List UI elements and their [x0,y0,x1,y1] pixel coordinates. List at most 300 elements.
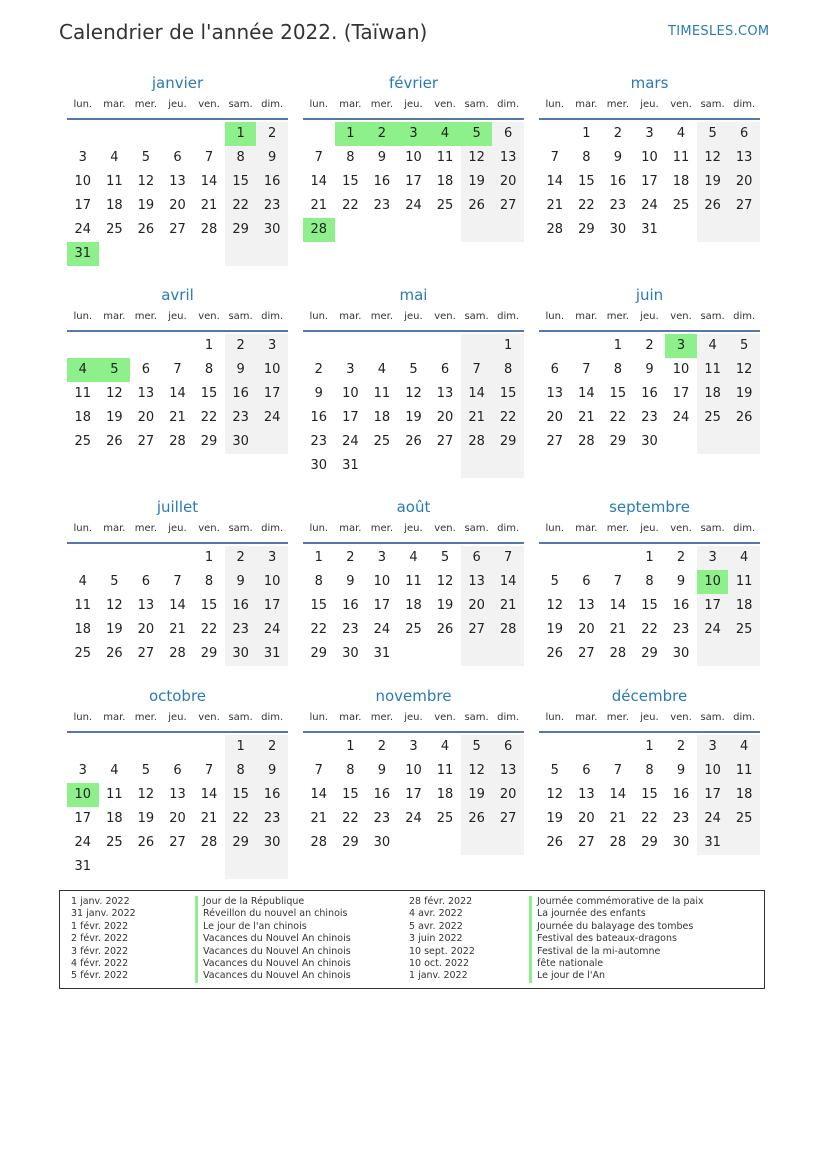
day-cell: 24 [342,434,359,449]
weekday-label: mar. [575,523,598,534]
month-name: juillet [156,498,199,516]
day-cell: 29 [200,434,218,449]
weekday-label: sam. [228,99,253,110]
day-cell: 22 [641,622,658,637]
legend-date: 2 févr. 2022 [71,933,129,945]
empty-cell [602,546,634,570]
day-cell: 27 [169,835,186,850]
day-cell: 16 [641,386,658,401]
empty-cell [225,242,257,266]
day-cell: 10 [67,783,99,807]
empty-cell [335,334,367,358]
day-cell: 8 [645,574,654,589]
day-cell: 30 [256,831,288,855]
empty-cell [429,454,461,478]
day-cell: 10 [697,570,729,594]
day-cell: 30 [225,430,257,454]
empty-cell [492,831,524,855]
day-cell: 5 [728,334,760,358]
empty-cell [67,334,99,358]
weekday-label: ven. [670,99,692,110]
day-cell: 17 [256,594,288,618]
day-cell: 3 [398,122,430,146]
weekday-label: dim. [733,311,756,322]
day-cell: 2 [256,735,288,759]
weekday-label: dim. [497,99,520,110]
month-name: octobre [148,687,207,705]
day-cell: 24 [672,410,690,425]
day-cell: 8 [225,146,257,170]
day-cell: 4 [377,362,387,377]
day-cell: 10 [373,574,391,589]
empty-cell [697,642,729,666]
month-name: septembre [609,498,690,516]
weekday-label: ven. [198,523,220,534]
day-cell: 23 [672,811,690,826]
day-cell: 31 [641,222,658,237]
weekday-label: lun. [309,712,329,723]
day-cell: 26 [106,646,123,661]
day-cell: 8 [346,150,355,165]
month-name: février [388,74,439,92]
day-cell: 5 [440,550,450,565]
weekday-label: mer. [370,712,394,723]
day-cell: 6 [141,574,151,589]
day-cell: 26 [436,622,454,637]
day-cell: 24 [697,807,729,831]
weekday-label: mer. [134,311,158,322]
empty-cell [67,122,99,146]
day-cell: 9 [377,150,387,165]
day-cell: 1 [346,739,355,754]
day-cell: 11 [728,759,760,783]
weekday-label: ven. [434,523,456,534]
day-grid [539,735,760,855]
empty-cell [99,242,131,266]
day-cell: 8 [582,150,591,165]
day-cell: 22 [342,811,359,826]
day-cell: 11 [106,787,123,802]
empty-cell [225,855,257,879]
day-cell: 30 [609,222,627,237]
weekday-label: jeu. [168,99,187,110]
day-cell: 16 [672,787,690,802]
day-cell: 11 [106,174,123,189]
day-cell: 8 [204,574,214,589]
day-cell: 21 [310,811,328,826]
empty-cell [130,242,162,266]
weekday-header [303,709,524,733]
weekday-label: lun. [309,523,329,534]
weekday-label: dim. [497,311,520,322]
day-cell: 12 [697,146,729,170]
day-cell: 19 [436,598,454,613]
weekday-label: mer. [606,523,630,534]
empty-cell [130,334,162,358]
day-cell: 11 [697,358,729,382]
weekday-label: sam. [700,311,725,322]
legend-date: 1 janv. 2022 [71,896,130,907]
day-cell: 21 [200,198,218,213]
day-cell: 9 [645,362,654,377]
empty-cell [303,122,335,146]
weekday-label: ven. [670,523,692,534]
weekday-label: ven. [198,712,220,723]
empty-cell [492,218,524,242]
day-cell: 19 [461,783,493,807]
day-cell: 31 [256,642,288,666]
weekday-label: mar. [103,523,126,534]
day-cell: 1 [225,735,257,759]
empty-cell [602,735,634,759]
day-cell: 4 [78,574,87,589]
day-cell: 18 [728,783,760,807]
day-grid [67,334,288,454]
empty-cell [162,242,194,266]
day-cell: 27 [436,434,454,449]
day-cell: 21 [609,622,627,637]
empty-cell [67,735,99,759]
weekday-label: sam. [228,523,253,534]
day-cell: 25 [697,406,729,430]
day-cell: 20 [578,622,595,637]
day-cell: 6 [550,362,559,377]
day-cell: 12 [405,386,422,401]
weekday-header [303,96,524,120]
legend-holiday-name: Vacances du Nouvel An chinois [195,933,351,945]
weekday-label: mar. [103,99,126,110]
empty-cell [366,454,398,478]
day-cell: 30 [310,458,328,473]
day-cell: 9 [676,763,686,778]
day-cell: 6 [582,763,591,778]
day-cell: 28 [200,222,218,237]
day-cell: 15 [578,174,595,189]
weekday-label: sam. [700,99,725,110]
empty-cell [256,855,288,879]
day-cell: 5 [409,362,418,377]
weekday-label: dim. [497,523,520,534]
day-cell: 21 [461,406,493,430]
day-cell: 14 [609,598,627,613]
empty-cell [539,334,571,358]
weekday-label: mer. [134,523,158,534]
day-cell: 3 [78,763,87,778]
day-cell: 5 [141,763,151,778]
empty-cell [162,855,194,879]
empty-cell [99,735,131,759]
day-cell: 17 [342,410,359,425]
weekday-label: sam. [464,99,489,110]
day-cell: 27 [137,646,155,661]
weekday-label: dim. [261,523,284,534]
day-cell: 7 [492,546,524,570]
weekday-label: jeu. [168,712,187,723]
weekday-label: ven. [198,311,220,322]
day-cell: 29 [641,835,658,850]
day-cell: 5 [550,574,559,589]
day-cell: 16 [373,174,391,189]
empty-cell [665,430,697,454]
day-cell: 26 [137,222,155,237]
day-cell: 9 [676,574,686,589]
day-cell: 8 [492,358,524,382]
day-cell: 28 [492,618,524,642]
empty-cell [571,334,603,358]
month-name: juin [635,286,664,304]
weekday-header [539,96,760,120]
day-cell: 27 [137,434,155,449]
day-cell: 18 [106,811,123,826]
day-cell: 19 [546,811,564,826]
day-cell: 14 [169,386,186,401]
day-cell: 26 [546,835,564,850]
day-cell: 14 [310,174,328,189]
weekday-header [67,96,288,120]
day-cell: 21 [169,410,186,425]
empty-cell [539,546,571,570]
day-cell: 10 [672,362,690,377]
day-cell: 2 [676,550,686,565]
day-cell: 16 [310,410,328,425]
day-cell: 27 [492,807,524,831]
day-cell: 5 [99,358,131,382]
day-cell: 20 [546,410,564,425]
day-grid [539,122,760,242]
day-cell: 11 [405,574,422,589]
day-cell: 16 [342,598,359,613]
empty-cell [539,122,571,146]
empty-cell [398,218,430,242]
weekday-header [303,308,524,332]
day-cell: 14 [461,382,493,406]
empty-cell [398,334,430,358]
day-cell: 3 [665,334,697,358]
weekday-label: jeu. [404,712,423,723]
day-grid [303,546,524,666]
day-cell: 29 [578,222,595,237]
empty-cell [99,334,131,358]
empty-cell [130,735,162,759]
day-cell: 11 [436,150,454,165]
legend-holiday-name: Festival des bateaux-dragons [529,933,677,945]
day-cell: 18 [728,594,760,618]
weekday-label: jeu. [404,99,423,110]
weekday-label: ven. [434,99,456,110]
day-cell: 4 [110,763,119,778]
day-cell: 27 [578,835,595,850]
empty-cell [67,546,99,570]
day-cell: 11 [728,570,760,594]
day-cell: 24 [697,618,729,642]
day-cell: 17 [672,386,690,401]
day-cell: 18 [405,598,422,613]
day-cell: 23 [672,622,690,637]
weekday-label: lun. [73,523,93,534]
day-grid [303,334,524,478]
day-cell: 4 [429,122,461,146]
day-cell: 25 [728,618,760,642]
day-cell: 24 [373,622,391,637]
legend-holiday-name: Jour de la République [195,896,304,908]
day-cell: 4 [67,358,99,382]
day-cell: 24 [74,835,92,850]
day-grid [67,122,288,266]
empty-cell [492,454,524,478]
day-cell: 21 [169,622,186,637]
day-cell: 1 [613,338,623,353]
day-cell: 17 [74,198,92,213]
day-cell: 22 [200,410,218,425]
empty-cell [162,546,194,570]
day-cell: 2 [225,334,257,358]
day-cell: 14 [578,386,595,401]
day-cell: 13 [137,386,155,401]
day-cell: 13 [169,174,186,189]
day-cell: 24 [405,811,422,826]
day-cell: 13 [436,386,454,401]
day-cell: 5 [141,150,151,165]
weekday-label: mar. [339,311,362,322]
day-cell: 14 [492,570,524,594]
weekday-label: lun. [73,99,93,110]
day-cell: 7 [204,150,214,165]
day-cell: 9 [225,570,257,594]
day-cell: 1 [204,550,214,565]
day-cell: 21 [200,811,218,826]
day-cell: 27 [546,434,564,449]
day-cell: 12 [137,174,155,189]
weekday-label: lun. [545,712,565,723]
day-cell: 17 [256,382,288,406]
day-cell: 4 [676,126,686,141]
day-cell: 23 [373,198,391,213]
day-cell: 3 [377,550,387,565]
day-cell: 1 [582,126,591,141]
empty-cell [398,642,430,666]
day-cell: 30 [373,835,391,850]
day-cell: 15 [342,787,359,802]
weekday-label: mar. [575,99,598,110]
day-cell: 20 [169,811,186,826]
day-cell: 22 [225,194,257,218]
legend-date: 10 oct. 2022 [409,958,470,969]
day-cell: 5 [550,763,559,778]
day-cell: 23 [256,807,288,831]
weekday-label: dim. [733,712,756,723]
month-block [303,683,524,855]
day-cell: 15 [641,787,658,802]
day-cell: 9 [225,358,257,382]
day-cell: 11 [436,763,454,778]
empty-cell [461,454,493,478]
day-cell: 30 [256,218,288,242]
site-brand-link[interactable]: TIMESLES.COM [668,24,770,39]
day-cell: 10 [697,759,729,783]
day-cell: 18 [373,410,391,425]
day-cell: 16 [609,174,627,189]
day-cell: 9 [377,763,387,778]
empty-cell [162,735,194,759]
day-cell: 11 [672,150,690,165]
day-cell: 8 [645,763,654,778]
day-cell: 26 [137,835,155,850]
month-name: mai [399,286,428,304]
weekday-label: lun. [545,523,565,534]
day-cell: 15 [225,783,257,807]
weekday-label: lun. [73,712,93,723]
day-cell: 21 [578,410,595,425]
day-cell: 7 [613,763,623,778]
day-cell: 9 [613,150,623,165]
legend-holiday-name: Journée du balayage des tombes [529,921,693,933]
legend-holiday-name: Le jour de l'An [529,970,605,982]
day-cell: 22 [609,410,627,425]
day-cell: 31 [74,859,92,874]
day-cell: 2 [225,546,257,570]
day-cell: 31 [697,831,729,855]
legend-date: 3 févr. 2022 [71,945,129,957]
day-cell: 3 [78,150,87,165]
day-cell: 2 [256,122,288,146]
day-cell: 2 [645,338,654,353]
day-grid [303,122,524,242]
weekday-header [67,520,288,544]
weekday-label: mer. [606,311,630,322]
day-cell: 8 [314,574,323,589]
weekday-label: sam. [464,311,489,322]
day-cell: 15 [492,382,524,406]
empty-cell [728,218,760,242]
day-cell: 24 [74,222,92,237]
empty-cell [335,218,367,242]
weekday-header [67,308,288,332]
day-grid [303,735,524,855]
day-cell: 26 [461,807,493,831]
day-cell: 17 [697,783,729,807]
day-cell: 26 [546,646,564,661]
empty-cell [492,642,524,666]
empty-cell [162,334,194,358]
day-cell: 17 [405,174,422,189]
day-cell: 29 [609,434,627,449]
day-cell: 24 [641,198,658,213]
day-cell: 23 [225,618,257,642]
day-cell: 29 [492,430,524,454]
day-cell: 25 [728,807,760,831]
day-cell: 19 [106,410,123,425]
empty-cell [256,430,288,454]
day-cell: 6 [173,763,182,778]
weekday-label: dim. [733,523,756,534]
day-cell: 19 [697,170,729,194]
legend-date: 28 févr. 2022 [409,896,473,907]
day-cell: 7 [582,362,591,377]
day-cell: 16 [225,382,257,406]
empty-cell [728,642,760,666]
day-cell: 6 [141,362,151,377]
day-cell: 12 [106,598,123,613]
day-cell: 27 [461,618,493,642]
empty-cell [303,334,335,358]
day-cell: 15 [200,598,218,613]
day-cell: 15 [310,598,328,613]
day-cell: 2 [676,739,686,754]
day-cell: 23 [641,410,658,425]
day-cell: 2 [314,362,323,377]
weekday-label: jeu. [168,311,187,322]
day-cell: 23 [225,406,257,430]
